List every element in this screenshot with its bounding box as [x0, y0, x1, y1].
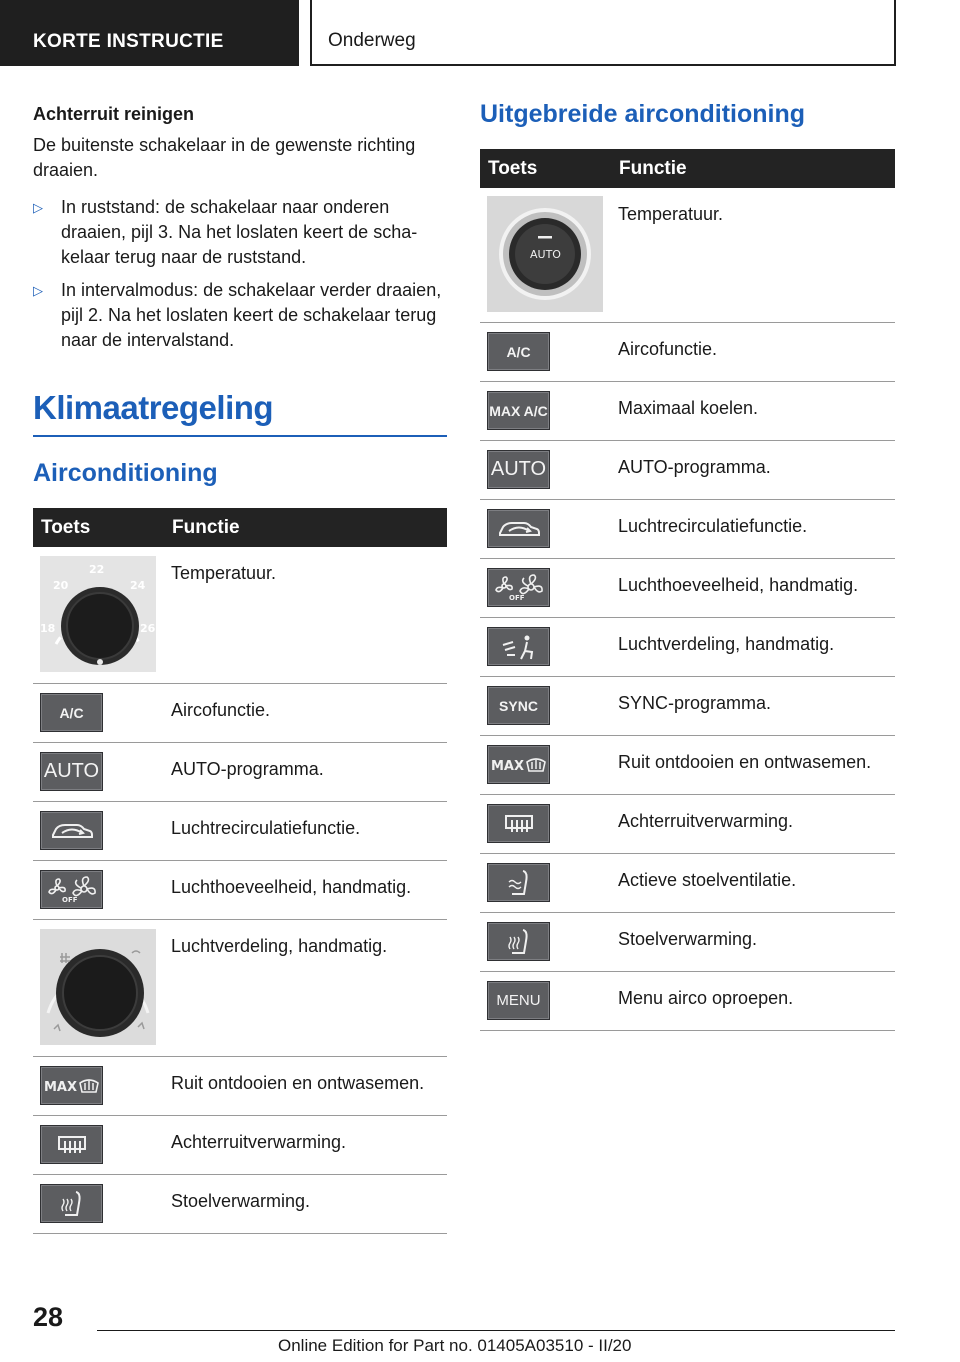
function-text: Luchthoeveelheid, handmatig. [611, 559, 895, 618]
function-text: Actieve stoelventilatie. [611, 854, 895, 913]
air-distribution-icon [487, 627, 550, 666]
ac-button-icon: A/C [487, 332, 550, 371]
function-text: Temperatuur. [611, 188, 895, 323]
table-row [480, 323, 895, 382]
air-distribution-dial-icon [40, 929, 156, 1045]
table-row [480, 500, 895, 559]
recirculation-icon [487, 509, 550, 548]
column-header-key: Toets [480, 149, 611, 188]
ac-button-icon: A/C [40, 693, 103, 732]
table-row [33, 802, 447, 861]
seat-heating-icon [40, 1184, 103, 1223]
seat-ventilation-icon [487, 863, 550, 902]
column-header-function: Functie [611, 149, 895, 188]
bullet-triangle-icon: ▷ [33, 200, 43, 215]
function-text: Luchtverdeling, handmatig. [164, 920, 447, 1057]
table-row [33, 547, 447, 684]
function-text: Menu airco oproepen. [611, 972, 895, 1031]
table-row [33, 1116, 447, 1175]
footer-divider [97, 1330, 895, 1331]
table-row [480, 559, 895, 618]
function-text: Luchthoeveelheid, handmatig. [164, 861, 447, 920]
function-text: Temperatuur. [164, 547, 447, 684]
max-ac-button-icon: MAX A/C [487, 391, 550, 430]
table-row [480, 795, 895, 854]
airconditioning-table [33, 508, 447, 1234]
max-defrost-icon [487, 745, 550, 784]
knob-label: AUTO [530, 248, 561, 261]
function-text: Ruit ontdooien en ontwasemen. [611, 736, 895, 795]
function-text: AUTO-programma. [611, 441, 895, 500]
dial-label: 26 [140, 622, 156, 635]
dial-label: 24 [130, 579, 146, 592]
function-text: Stoelverwarming. [611, 913, 895, 972]
page-header [0, 0, 960, 66]
section-title: KORTE INSTRUCTIE [0, 0, 299, 66]
left-column [33, 104, 447, 1234]
table-row [480, 972, 895, 1031]
table-header-row [33, 508, 447, 547]
rear-window-heating-icon [487, 804, 550, 843]
table-row [480, 736, 895, 795]
seat-heating-icon [487, 922, 550, 961]
table-row [480, 441, 895, 500]
column-header-key: Toets [33, 508, 164, 547]
function-text: SYNC-programma. [611, 677, 895, 736]
table-row [33, 743, 447, 802]
auto-button-icon: AUTO [487, 450, 550, 489]
rear-window-heating-icon [40, 1125, 103, 1164]
table-row [33, 1057, 447, 1116]
temperature-knob-icon [487, 196, 603, 312]
temperature-dial-icon [40, 556, 156, 672]
rear-window-subheading: Achterruit reinigen [33, 104, 195, 124]
chapter-title: Onderweg [310, 0, 896, 66]
dial-label: 18 [40, 622, 56, 635]
table-row [480, 618, 895, 677]
function-text: Luchtverdeling, handmatig. [611, 618, 895, 677]
off-label: OFF [61, 895, 78, 904]
off-label: OFF [508, 593, 525, 602]
fan-icon [40, 870, 103, 909]
table-row [480, 188, 895, 323]
bullet-text: In intervalmodus: de schakelaar verder draaien, pijl 2. Na het loslaten keert de schakelaar terug naar de intervalstand. [61, 280, 442, 350]
section-heading: Klimaatregeling [33, 389, 447, 437]
function-text: Luchtrecirculatiefunctie. [164, 802, 447, 861]
bullet-list [33, 195, 447, 353]
recirculation-icon [40, 811, 103, 850]
function-text: Aircofunctie. [611, 323, 895, 382]
dial-label: 20 [53, 579, 69, 592]
table-row [480, 677, 895, 736]
column-header-function: Functie [164, 508, 447, 547]
intro-paragraph: De buitenste schakelaar in de gewenste richting draaien. [33, 135, 416, 180]
function-text: Achterruitverwarming. [164, 1116, 447, 1175]
bullet-triangle-icon: ▷ [33, 283, 43, 298]
function-text: Maximaal koelen. [611, 382, 895, 441]
function-text: AUTO-programma. [164, 743, 447, 802]
extended-airconditioning-table [480, 149, 895, 1031]
right-column [480, 100, 895, 1031]
function-text: Ruit ontdooien en ontwasemen. [164, 1057, 447, 1116]
max-defrost-icon [40, 1066, 103, 1105]
max-label: MAX [43, 1079, 77, 1095]
auto-button-icon: AUTO [40, 752, 103, 791]
table-row [33, 1175, 447, 1234]
table-row [33, 920, 447, 1057]
menu-button-icon: MENU [487, 981, 550, 1020]
function-text: Achterruitverwarming. [611, 795, 895, 854]
bullet-text: In ruststand: de schakelaar naar onderen draaien, pijl 3. Na het loslaten keert de schakelaar terug naar de ruststand. [61, 197, 418, 267]
max-label: MAX [490, 758, 524, 774]
dial-label: 22 [89, 563, 105, 576]
table-row [480, 854, 895, 913]
table-row [33, 684, 447, 743]
function-text: Aircofunctie. [164, 684, 447, 743]
table-row [480, 913, 895, 972]
table-header-row [480, 149, 895, 188]
function-text: Luchtrecirculatiefunctie. [611, 500, 895, 559]
page-number: 28 [33, 1302, 64, 1332]
bullet-item [33, 278, 447, 353]
function-text: Stoelverwarming. [164, 1175, 447, 1234]
subsection-heading: Airconditioning [33, 459, 218, 487]
sync-button-icon: SYNC [487, 686, 550, 725]
bullet-item [33, 195, 447, 270]
table-row [33, 861, 447, 920]
edition-note: Online Edition for Part no. 01405A03510 - II/20 [278, 1336, 632, 1355]
subsection-heading: Uitgebreide airconditioning [480, 100, 806, 128]
fan-icon [487, 568, 550, 607]
table-row [480, 382, 895, 441]
